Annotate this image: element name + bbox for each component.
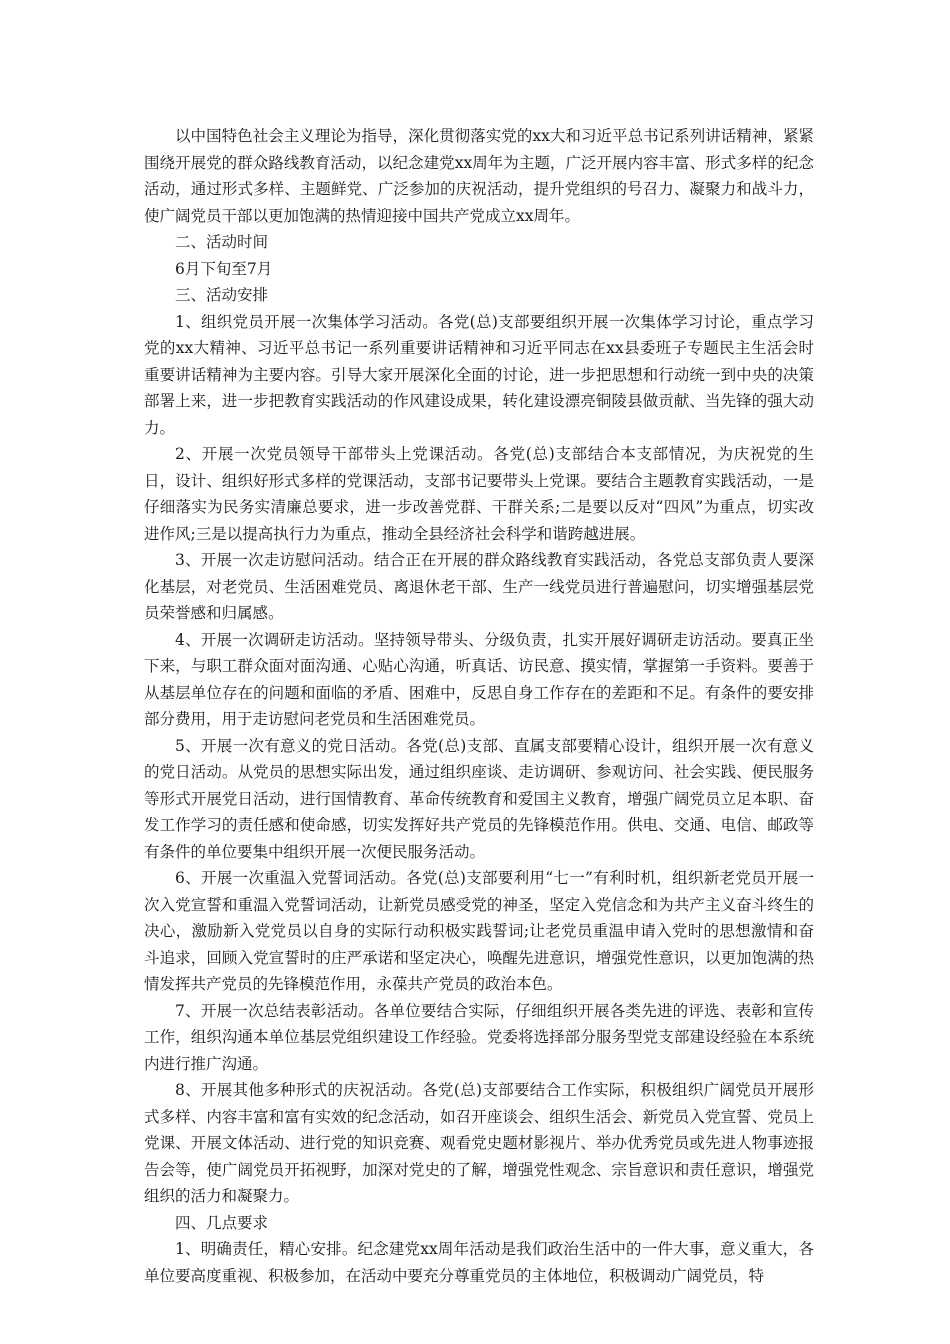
section-heading-requirements: 四、几点要求 [175, 1213, 269, 1232]
arrangement-item-3: 3、开展一次走访慰问活动。结合正在开展的群众路线教育实践活动，各党总支部负责人要深化基层，对老党员、生活困难党员、离退休老干部、生产一线党员进行普遍慰问，切实增强基层党员荣誉感和归属感。 [144, 551, 814, 622]
arrangement-item-5: 5、开展一次有意义的党日活动。各党(总)支部、直属支部要精心设计，组织开展一次有意义的党日活动。从党员的思想实际出发，通过组织座谈、走访调研、参观访问、社会实践、便民服务等形式开展党日活动，进行国情教育、革命传统教育和爱国主义教育，增强广阔党员立足本职、奋发工作学习的责任感和使命感，切实发挥好共产党员的先锋模范作用。供电、交通、电信、邮政等有条件的单位要集中组织开展一次便民服务活动。 [144, 736, 814, 861]
document-body [144, 123, 814, 1289]
requirement-item-1: 1、明确责任，精心安排。纪念建党xx周年活动是我们政治生活中的一件大事，意义重大，各单位要高度重视、积极参加，在活动中要充分尊重党员的主体地位，积极调动广阔党员，特 [144, 1240, 814, 1285]
arrangement-item-4: 4、开展一次调研走访活动。坚持领导带头、分级负责，扎实开展好调研走访活动。要真正坐下来，与职工群众面对面沟通、心贴心沟通，听真话、访民意、摸实情，掌握第一手资料。要善于从基层单位存在的问题和面临的矛盾、困难中，反思自身工作存在的差距和不足。有条件的要安排部分费用，用于走访慰问老党员和生活困难党员。 [144, 630, 814, 728]
intro-paragraph: 以中国特色社会主义理论为指导，深化贯彻落实党的xx大和习近平总书记系列讲话精神，紧紧围绕开展党的群众路线教育活动，以纪念建党xx周年为主题，广泛开展内容丰富、形式多样的纪念活动，通过形式多样、主题鲜党、广泛参加的庆祝活动，提升党组织的号召力、凝聚力和战斗力，使广阔党员干部以更加饱满的热情迎接中国共产党成立xx周年。 [144, 127, 814, 225]
section-heading-activity-time: 二、活动时间 [175, 233, 269, 251]
arrangement-item-6: 6、开展一次重温入党誓词活动。各党(总)支部要利用“七一”有利时机，组织新老党员开展一次入党宣誓和重温入党誓词活动，让新党员感受党的神圣，坚定入党信念和为共产主义奋斗终生的决心，激励新入党党员以自身的实际行动积极实践誓词;让老党员重温申请入党时的思想激情和奋斗追求，回顾入党宣誓时的庄严承诺和坚定决心，唤醒先进意识，增强党性意识，以更加饱满的热情发挥共产党员的先锋模范作用，永葆共产党员的政治本色。 [144, 869, 814, 993]
arrangement-item-1: 1、组织党员开展一次集体学习活动。各党(总)支部要组织开展一次集体学习讨论，重点学习党的xx大精神、习近平总书记一系列重要讲话精神和习近平同志在xx县委班子专题民主生活会时重要讲话精神为主要内容。引导大家开展深化全面的讨论，进一步把思想和行动统一到中央的决策部署上来，进一步把教育实践活动的作风建设成果，转化建设漂亮铜陵县做贡献、当先锋的强大动力。 [144, 312, 814, 437]
arrangement-item-2: 2、开展一次党员领导干部带头上党课活动。各党(总)支部结合本支部情况，为庆祝党的生日，设计、组织好形式多样的党课活动，支部书记要带头上党课。要结合主题教育实践活动，一是仔细落实为民务实清廉总要求，进一步改善党群、干群关系;二是要以反对“四风”为重点，切实改进作风;三是以提高执行力为重点，推动全县经济社会科学和谐跨越进展。 [144, 445, 814, 543]
activity-time-text: 6月下旬至7月 [175, 259, 273, 278]
arrangement-item-8: 8、开展其他多种形式的庆祝活动。各党(总)支部要结合工作实际，积极组织广阔党员开展形式多样、内容丰富和富有实效的纪念活动，如召开座谈会、组织生活会、新党员入党宣誓、党员上党课、开展文体活动、进行党的知识竞赛、观看党史题材影视片、举办优秀党员或先进人物事迹报告会等，使广阔党员开拓视野，加深对党史的了解，增强党性观念、宗旨意识和责任意识，增强党组织的活力和凝聚力。 [144, 1081, 814, 1205]
section-heading-activity-arrangement: 三、活动安排 [175, 286, 269, 304]
arrangement-item-7: 7、开展一次总结表彰活动。各单位要结合实际，仔细组织开展各类先进的评选、表彰和宣传工作，组织沟通本单位基层党组织建设工作经验。党委将选择部分服务型党支部建设经验在本系统内进行推广沟通。 [144, 1001, 814, 1073]
